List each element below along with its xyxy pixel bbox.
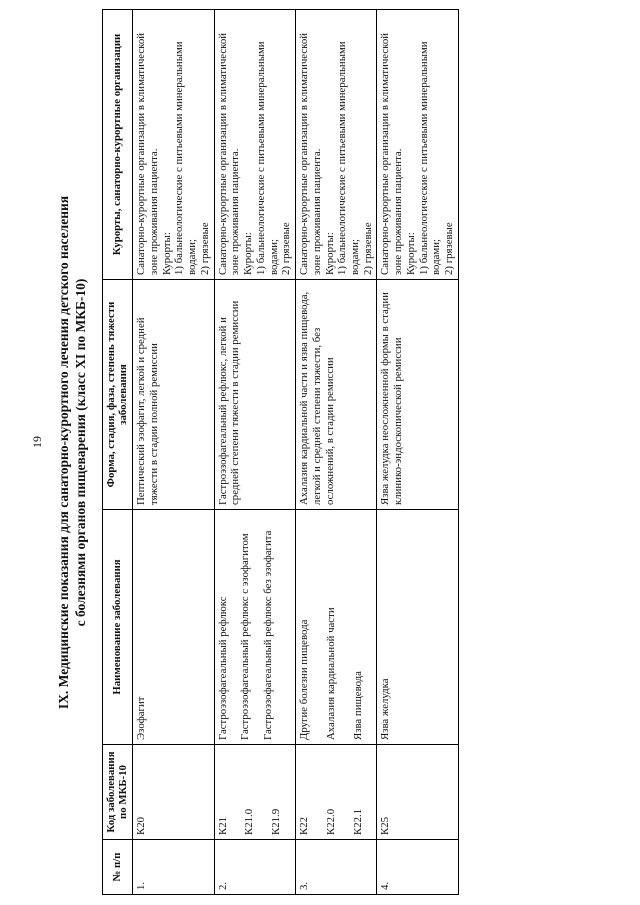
disease-code: К25 — [379, 817, 392, 835]
resort-line: 1) бальнеологические с питьевыми минеральными водами; — [173, 41, 199, 275]
header-name: Наименование заболевания — [102, 510, 132, 745]
row-codes — [377, 745, 458, 840]
resort-line: Курорты: — [242, 232, 255, 275]
document-title — [56, 10, 90, 895]
header-num: № п/п — [102, 840, 132, 895]
disease-name: Эзофагит — [135, 696, 148, 740]
row-num: 4. — [377, 840, 458, 895]
table-header-row — [102, 10, 132, 895]
resort-line: 2) грязевые — [198, 222, 211, 275]
resort-line: 2) грязевые — [280, 222, 293, 275]
disease-code: К20 — [135, 817, 148, 835]
resort-line: 1) бальнеологические с питьевыми минеральными водами; — [254, 41, 280, 275]
row-form: Ахалазия кардиальной части и язва пищевода, легкой и средней степени тяжести, без осложнений, в стадии ремиссии — [296, 280, 377, 510]
row-codes — [296, 745, 377, 840]
disease-name: Гастроэзофагеальный рефлюкс — [216, 596, 229, 740]
disease-code: К22.1 — [351, 808, 364, 835]
row-names — [377, 510, 458, 745]
row-num: 3. — [296, 840, 377, 895]
row-resorts — [133, 10, 214, 280]
header-resorts: Курорты, санаторно-курортные организации — [102, 10, 132, 280]
resort-line: Санаторно-курортные организации в климатической зоне проживания пациента. — [379, 32, 405, 275]
disease-name: Язва желудка — [379, 678, 392, 740]
title-line-2: с болезнями органов пищеварения (класс XI по МКБ-10) — [72, 278, 88, 627]
header-code: Код заболевания по МКБ-10 — [102, 745, 132, 840]
row-resorts — [377, 10, 458, 280]
resort-line: Курорты: — [160, 232, 173, 275]
resort-line: Курорты: — [323, 232, 336, 275]
page-number: 19 — [30, 436, 44, 448]
row-resorts — [296, 10, 377, 280]
indications-table — [102, 9, 459, 895]
resort-line: 1) бальнеологические с питьевыми минеральными водами; — [417, 41, 443, 275]
disease-code: К22.0 — [324, 808, 337, 835]
row-form: Гастроэзофагеальный рефлюкс, легкой и средней степени тяжести в стадии ремиссии — [214, 280, 295, 510]
resort-line: Санаторно-курортные организации в климатической зоне проживания пациента. — [135, 32, 160, 275]
row-names — [133, 510, 214, 745]
disease-name: Гастроэзофагеальный рефлюкс без эзофагита — [262, 530, 275, 740]
resort-line: Курорты: — [404, 232, 417, 275]
resort-line: Санаторно-курортные организации в климатической зоне проживания пациента. — [216, 32, 242, 275]
row-names — [296, 510, 377, 745]
row-num: 1. — [133, 840, 214, 895]
header-form: Форма, стадия, фаза, степень тяжести заболевания — [102, 280, 132, 510]
table-row — [296, 10, 377, 895]
row-num: 2. — [214, 840, 295, 895]
title-line-1: IX. Медицинские показания для санаторно-курортного лечения детского населения — [56, 195, 71, 710]
row-form: Язва желудка неосложненной формы в стадии клинико-эндоскопической ремиссии — [377, 280, 458, 510]
disease-name: Другие болезни пищевода — [298, 619, 311, 740]
resort-line: 1) бальнеологические с питьевыми минеральными водами; — [336, 41, 361, 275]
disease-name: Гастроэзофагеальный рефлюкс с эзофагитом — [239, 533, 252, 740]
disease-code: К21.9 — [270, 808, 283, 835]
table-row — [133, 10, 214, 895]
row-codes — [214, 745, 295, 840]
disease-code: К21 — [216, 817, 229, 835]
rotated-page-content — [52, 10, 640, 895]
row-resorts — [214, 10, 295, 280]
row-codes — [133, 745, 214, 840]
row-form: Пептический эзофагит, легкой и средней тяжести в стадии полной ремиссии — [133, 280, 214, 510]
resort-line: 2) грязевые — [443, 222, 456, 275]
disease-name: Ахалазия кардиальной части — [324, 607, 337, 740]
disease-code: К22 — [298, 817, 311, 835]
disease-code: К21.0 — [243, 808, 256, 835]
table-row — [377, 10, 458, 895]
row-names — [214, 510, 295, 745]
table-row — [214, 10, 295, 895]
resort-line: 2) грязевые — [361, 222, 374, 275]
disease-name: Язва пищевода — [351, 671, 364, 740]
resort-line: Санаторно-курортные организации в климатической зоне проживания пациента. — [298, 32, 323, 275]
